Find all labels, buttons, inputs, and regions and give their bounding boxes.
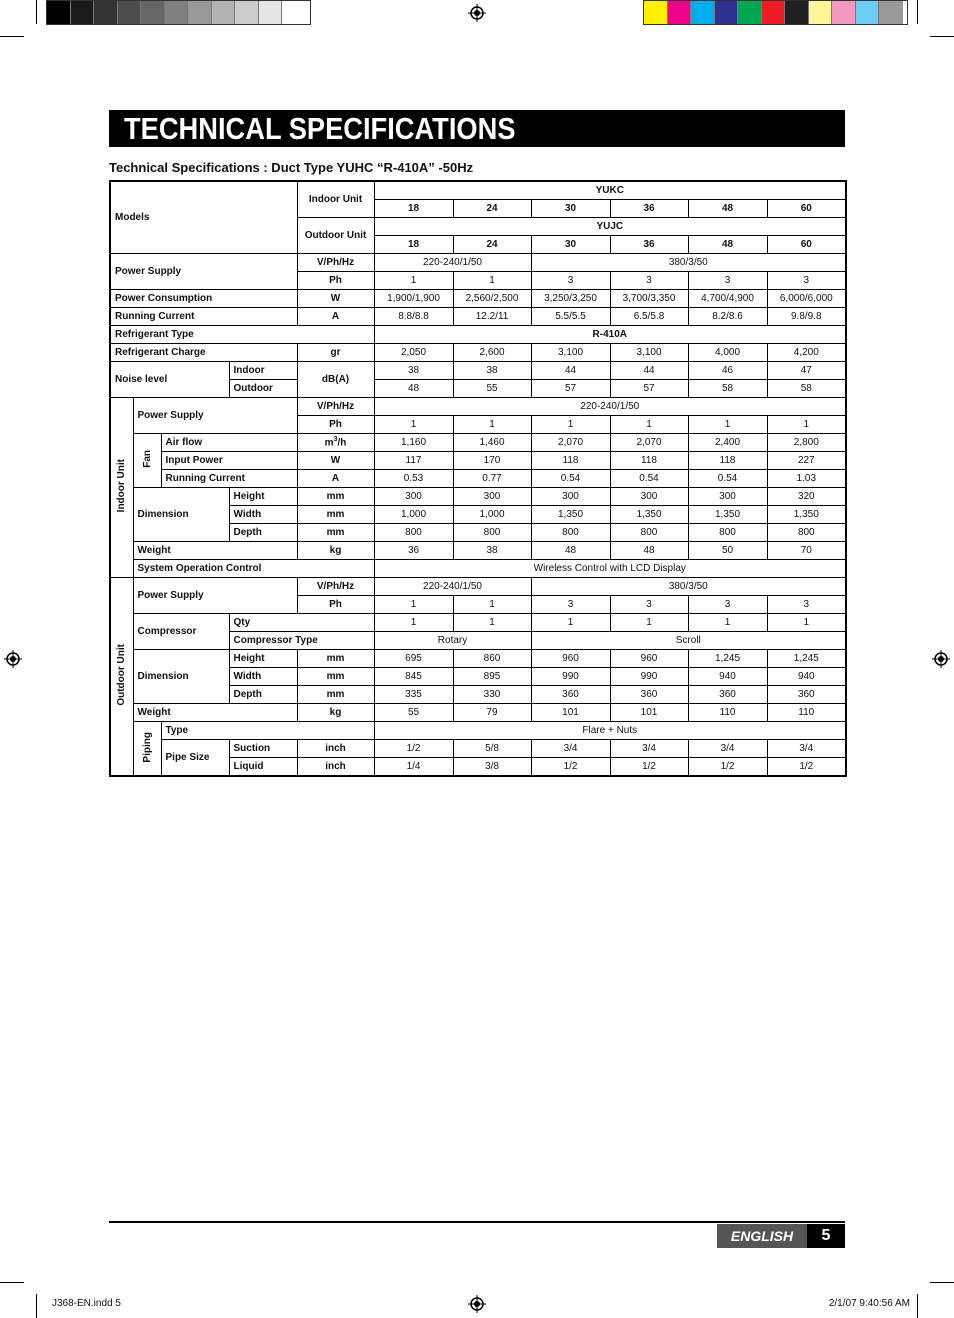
row-label: Liquid xyxy=(229,758,297,777)
value-cell: 895 xyxy=(453,668,531,686)
crop-mark xyxy=(0,1282,24,1283)
value-cell: 1,000 xyxy=(374,506,453,524)
registration-mark-icon xyxy=(4,650,22,668)
color-swatch xyxy=(832,1,856,24)
value-cell: 101 xyxy=(531,704,610,722)
value-cell: 9.8/9.8 xyxy=(767,308,846,326)
capacity-header: 30 xyxy=(531,236,610,254)
row-label: Qty xyxy=(229,614,374,632)
row-label: Input Power xyxy=(161,452,297,470)
value-cell: 1 xyxy=(453,272,531,290)
value-cell: 2,400 xyxy=(688,434,767,452)
value-cell: 1 xyxy=(767,416,846,434)
value-cell: 2,070 xyxy=(610,434,688,452)
value-cell: 1,350 xyxy=(688,506,767,524)
value-cell: 3,250/3,250 xyxy=(531,290,610,308)
value-cell: 1 xyxy=(767,614,846,632)
value-cell: 800 xyxy=(610,524,688,542)
value-cell: 695 xyxy=(374,650,453,668)
value-cell: 3 xyxy=(610,272,688,290)
value-cell: 118 xyxy=(531,452,610,470)
unit-cell: inch xyxy=(297,758,374,777)
row-label: Outdoor Unit xyxy=(297,218,374,254)
value-cell: 1/2 xyxy=(767,758,846,777)
capacity-header: 60 xyxy=(767,200,846,218)
value-cell: 960 xyxy=(531,650,610,668)
unit-cell: mm xyxy=(297,524,374,542)
value-cell: 1 xyxy=(453,416,531,434)
color-swatch xyxy=(94,1,118,24)
value-cell: 6.5/5.8 xyxy=(610,308,688,326)
row-label: Compressor xyxy=(133,614,229,650)
row-label: Depth xyxy=(229,524,297,542)
value-cell: 360 xyxy=(688,686,767,704)
row-label: Outdoor xyxy=(229,380,297,398)
row-label: Power Supply xyxy=(133,398,297,434)
value-cell: 1 xyxy=(688,416,767,434)
value-cell: 118 xyxy=(688,452,767,470)
row-label: Pipe Size xyxy=(161,740,229,777)
table-cell: Wireless Control with LCD Display xyxy=(374,560,846,578)
value-cell: 940 xyxy=(688,668,767,686)
crop-mark xyxy=(917,0,918,24)
value-cell: 1.03 xyxy=(767,470,846,488)
value-cell: 1/4 xyxy=(374,758,453,777)
unit-cell: $m^3/h$ xyxy=(297,434,374,452)
color-swatch xyxy=(71,1,95,24)
value-cell: 860 xyxy=(453,650,531,668)
value-cell: 2,600 xyxy=(453,344,531,362)
value-cell: 300 xyxy=(453,488,531,506)
value-cell: 227 xyxy=(767,452,846,470)
registration-mark-icon xyxy=(468,4,486,22)
value-cell: 3 xyxy=(767,596,846,614)
value-cell: 47 xyxy=(767,362,846,380)
value-cell: 58 xyxy=(688,380,767,398)
value-cell: 55 xyxy=(374,704,453,722)
value-cell: 360 xyxy=(767,686,846,704)
value-cell: 44 xyxy=(610,362,688,380)
value-cell: 320 xyxy=(767,488,846,506)
footer-language: ENGLISH xyxy=(717,1224,807,1248)
value-cell: 110 xyxy=(688,704,767,722)
value-cell: 1,350 xyxy=(767,506,846,524)
unit-cell: Ph xyxy=(297,596,374,614)
unit-cell: V/Ph/Hz xyxy=(297,578,374,596)
value-cell: 8.8/8.8 xyxy=(374,308,453,326)
value-cell: 300 xyxy=(531,488,610,506)
value-cell: 4,700/4,900 xyxy=(688,290,767,308)
row-label: Power Supply xyxy=(110,254,297,290)
unit-cell: mm xyxy=(297,650,374,668)
value-cell: 3,100 xyxy=(610,344,688,362)
value-cell: 8.2/8.6 xyxy=(688,308,767,326)
row-label: Depth xyxy=(229,686,297,704)
row-label: System Operation Control xyxy=(133,560,374,578)
value-cell: 3 xyxy=(688,272,767,290)
row-label: Indoor Unit xyxy=(297,181,374,218)
table-cell: 380/3/50 xyxy=(531,578,846,596)
value-cell: 1,350 xyxy=(531,506,610,524)
unit-cell: kg xyxy=(297,542,374,560)
unit-cell: V/Ph/Hz xyxy=(297,254,374,272)
value-cell: 110 xyxy=(767,704,846,722)
value-cell: 3,100 xyxy=(531,344,610,362)
value-cell: 300 xyxy=(374,488,453,506)
row-label: Running Current xyxy=(161,470,297,488)
value-cell: 330 xyxy=(453,686,531,704)
color-swatch xyxy=(691,1,715,24)
table-subtitle: Technical Specifications : Duct Type YUHC “R-410A” -50Hz xyxy=(109,160,474,175)
value-cell: 46 xyxy=(688,362,767,380)
color-swatch xyxy=(188,1,212,24)
value-cell: 800 xyxy=(374,524,453,542)
value-cell: 3/4 xyxy=(688,740,767,758)
value-cell: 360 xyxy=(610,686,688,704)
value-cell: 3 xyxy=(610,596,688,614)
value-cell: 1,245 xyxy=(767,650,846,668)
spec-table xyxy=(109,180,847,777)
value-cell: 1 xyxy=(374,614,453,632)
value-cell: 48 xyxy=(610,542,688,560)
value-cell: 1,460 xyxy=(453,434,531,452)
table-cell: 220-240/1/50 xyxy=(374,254,531,272)
capacity-header: 18 xyxy=(374,236,453,254)
section-label: Outdoor Unit xyxy=(110,578,133,777)
row-label: Dimension xyxy=(133,488,229,542)
file-slug: J368-EN.indd 5 xyxy=(52,1298,121,1309)
value-cell: 57 xyxy=(610,380,688,398)
color-swatch xyxy=(809,1,833,24)
model-header: YUKC xyxy=(374,181,846,200)
crop-mark xyxy=(0,36,24,37)
value-cell: 2,560/2,500 xyxy=(453,290,531,308)
color-swatch xyxy=(47,1,71,24)
value-cell: 3/4 xyxy=(610,740,688,758)
value-cell: 0.53 xyxy=(374,470,453,488)
grayscale-color-bar xyxy=(46,0,311,25)
color-swatch xyxy=(259,1,283,24)
page-title: TECHNICAL SPECIFICATIONS xyxy=(109,110,845,147)
value-cell: 50 xyxy=(688,542,767,560)
table-cell: Flare + Nuts xyxy=(374,722,846,740)
value-cell: 845 xyxy=(374,668,453,686)
value-cell: 5/8 xyxy=(453,740,531,758)
value-cell: 6,000/6,000 xyxy=(767,290,846,308)
unit-cell: W xyxy=(297,290,374,308)
unit-cell: mm xyxy=(297,506,374,524)
value-cell: 3/4 xyxy=(531,740,610,758)
unit-cell: inch xyxy=(297,740,374,758)
value-cell: 1 xyxy=(374,272,453,290)
row-label: Running Current xyxy=(110,308,297,326)
color-swatch xyxy=(212,1,236,24)
row-label: Suction xyxy=(229,740,297,758)
value-cell: 1 xyxy=(453,596,531,614)
crop-mark xyxy=(36,0,37,24)
row-label: Indoor xyxy=(229,362,297,380)
color-swatch xyxy=(668,1,692,24)
row-label: Width xyxy=(229,506,297,524)
value-cell: 0.54 xyxy=(610,470,688,488)
value-cell: 1,245 xyxy=(688,650,767,668)
value-cell: 38 xyxy=(453,362,531,380)
row-label: Noise level xyxy=(110,362,229,398)
value-cell: 3 xyxy=(688,596,767,614)
unit-cell: Ph xyxy=(297,416,374,434)
unit-cell: V/Ph/Hz xyxy=(297,398,374,416)
row-label: Weight xyxy=(133,704,297,722)
capacity-header: 48 xyxy=(688,236,767,254)
footer-rule xyxy=(109,1221,845,1223)
table-cell: Scroll xyxy=(531,632,846,650)
value-cell: 5.5/5.5 xyxy=(531,308,610,326)
color-swatch xyxy=(785,1,809,24)
section-label: Piping xyxy=(133,722,161,777)
value-cell: 3/8 xyxy=(453,758,531,777)
value-cell: 1,900/1,900 xyxy=(374,290,453,308)
value-cell: 3 xyxy=(531,272,610,290)
value-cell: 44 xyxy=(531,362,610,380)
registration-mark-icon xyxy=(468,1295,486,1313)
value-cell: 58 xyxy=(767,380,846,398)
row-label: Height xyxy=(229,488,297,506)
crop-mark xyxy=(36,1294,37,1318)
value-cell: 1/2 xyxy=(610,758,688,777)
unit-cell: A xyxy=(297,470,374,488)
row-label: Refrigerant Type xyxy=(110,326,374,344)
value-cell: 38 xyxy=(374,362,453,380)
crop-mark xyxy=(930,36,954,37)
capacity-header: 30 xyxy=(531,200,610,218)
value-cell: 3 xyxy=(767,272,846,290)
row-label: Compressor Type xyxy=(229,632,374,650)
row-label: Power Consumption xyxy=(110,290,297,308)
registration-mark-icon xyxy=(932,650,950,668)
value-cell: 2,050 xyxy=(374,344,453,362)
section-label: Fan xyxy=(133,434,161,488)
color-swatch xyxy=(282,1,306,24)
value-cell: 3/4 xyxy=(767,740,846,758)
value-cell: 1/2 xyxy=(688,758,767,777)
row-label: Power Supply xyxy=(133,578,297,614)
table-cell: 220-240/1/50 xyxy=(374,398,846,416)
table-cell: 220-240/1/50 xyxy=(374,578,531,596)
value-cell: 1,160 xyxy=(374,434,453,452)
value-cell: 1,000 xyxy=(453,506,531,524)
value-cell: 4,000 xyxy=(688,344,767,362)
section-label: Indoor Unit xyxy=(110,398,133,578)
value-cell: 1 xyxy=(374,596,453,614)
value-cell: 36 xyxy=(374,542,453,560)
value-cell: 960 xyxy=(610,650,688,668)
unit-cell: mm xyxy=(297,488,374,506)
value-cell: 3 xyxy=(531,596,610,614)
value-cell: 55 xyxy=(453,380,531,398)
value-cell: 12.2/11 xyxy=(453,308,531,326)
value-cell: 990 xyxy=(531,668,610,686)
value-cell: 1 xyxy=(453,614,531,632)
unit-cell: Ph xyxy=(297,272,374,290)
value-cell: 360 xyxy=(531,686,610,704)
value-cell: 0.77 xyxy=(453,470,531,488)
capacity-header: 24 xyxy=(453,236,531,254)
value-cell: 1 xyxy=(374,416,453,434)
capacity-header: 48 xyxy=(688,200,767,218)
table-cell: R-410A xyxy=(374,326,846,344)
row-label: Models xyxy=(110,181,297,254)
value-cell: 300 xyxy=(688,488,767,506)
row-label: Width xyxy=(229,668,297,686)
unit-cell: A xyxy=(297,308,374,326)
value-cell: 1 xyxy=(610,614,688,632)
row-label: Height xyxy=(229,650,297,668)
value-cell: 300 xyxy=(610,488,688,506)
value-cell: 170 xyxy=(453,452,531,470)
page-number: 5 xyxy=(807,1224,845,1248)
color-swatch xyxy=(762,1,786,24)
value-cell: 117 xyxy=(374,452,453,470)
value-cell: 57 xyxy=(531,380,610,398)
color-swatch xyxy=(644,1,668,24)
row-label: Refrigerant Charge xyxy=(110,344,297,362)
value-cell: 101 xyxy=(610,704,688,722)
value-cell: 48 xyxy=(531,542,610,560)
row-label: Dimension xyxy=(133,650,229,704)
value-cell: 2,070 xyxy=(531,434,610,452)
value-cell: 1 xyxy=(531,614,610,632)
crop-mark xyxy=(930,1282,954,1283)
color-swatch xyxy=(856,1,880,24)
value-cell: 70 xyxy=(767,542,846,560)
color-swatch xyxy=(738,1,762,24)
model-header: YUJC xyxy=(374,218,846,236)
color-swatch xyxy=(715,1,739,24)
unit-cell: dB(A) xyxy=(297,362,374,398)
value-cell: 1,350 xyxy=(610,506,688,524)
value-cell: 1/2 xyxy=(374,740,453,758)
value-cell: 800 xyxy=(531,524,610,542)
unit-cell: mm xyxy=(297,668,374,686)
capacity-header: 24 xyxy=(453,200,531,218)
unit-cell: gr xyxy=(297,344,374,362)
value-cell: 940 xyxy=(767,668,846,686)
value-cell: 118 xyxy=(610,452,688,470)
table-cell: Rotary xyxy=(374,632,531,650)
value-cell: 335 xyxy=(374,686,453,704)
value-cell: 800 xyxy=(688,524,767,542)
value-cell: 1 xyxy=(531,416,610,434)
value-cell: 0.54 xyxy=(688,470,767,488)
value-cell: 1/2 xyxy=(531,758,610,777)
value-cell: 1 xyxy=(610,416,688,434)
value-cell: 38 xyxy=(453,542,531,560)
crop-mark xyxy=(917,1294,918,1318)
capacity-header: 60 xyxy=(767,236,846,254)
value-cell: 3,700/3,350 xyxy=(610,290,688,308)
process-color-bar xyxy=(643,0,908,25)
row-label: Type xyxy=(161,722,374,740)
value-cell: 4,200 xyxy=(767,344,846,362)
table-cell: 380/3/50 xyxy=(531,254,846,272)
unit-cell: kg xyxy=(297,704,374,722)
value-cell: 79 xyxy=(453,704,531,722)
capacity-header: 18 xyxy=(374,200,453,218)
color-swatch xyxy=(118,1,142,24)
unit-cell: W xyxy=(297,452,374,470)
value-cell: 2,800 xyxy=(767,434,846,452)
value-cell: 990 xyxy=(610,668,688,686)
value-cell: 800 xyxy=(767,524,846,542)
color-swatch xyxy=(165,1,189,24)
color-swatch xyxy=(879,1,903,24)
value-cell: 48 xyxy=(374,380,453,398)
unit-cell: mm xyxy=(297,686,374,704)
row-label: Weight xyxy=(133,542,297,560)
color-swatch xyxy=(141,1,165,24)
value-cell: 1 xyxy=(688,614,767,632)
value-cell: 0.54 xyxy=(531,470,610,488)
capacity-header: 36 xyxy=(610,236,688,254)
value-cell: 800 xyxy=(453,524,531,542)
print-timestamp: 2/1/07 9:40:56 AM xyxy=(828,1298,910,1309)
color-swatch xyxy=(235,1,259,24)
row-label: Air flow xyxy=(161,434,297,452)
capacity-header: 36 xyxy=(610,200,688,218)
